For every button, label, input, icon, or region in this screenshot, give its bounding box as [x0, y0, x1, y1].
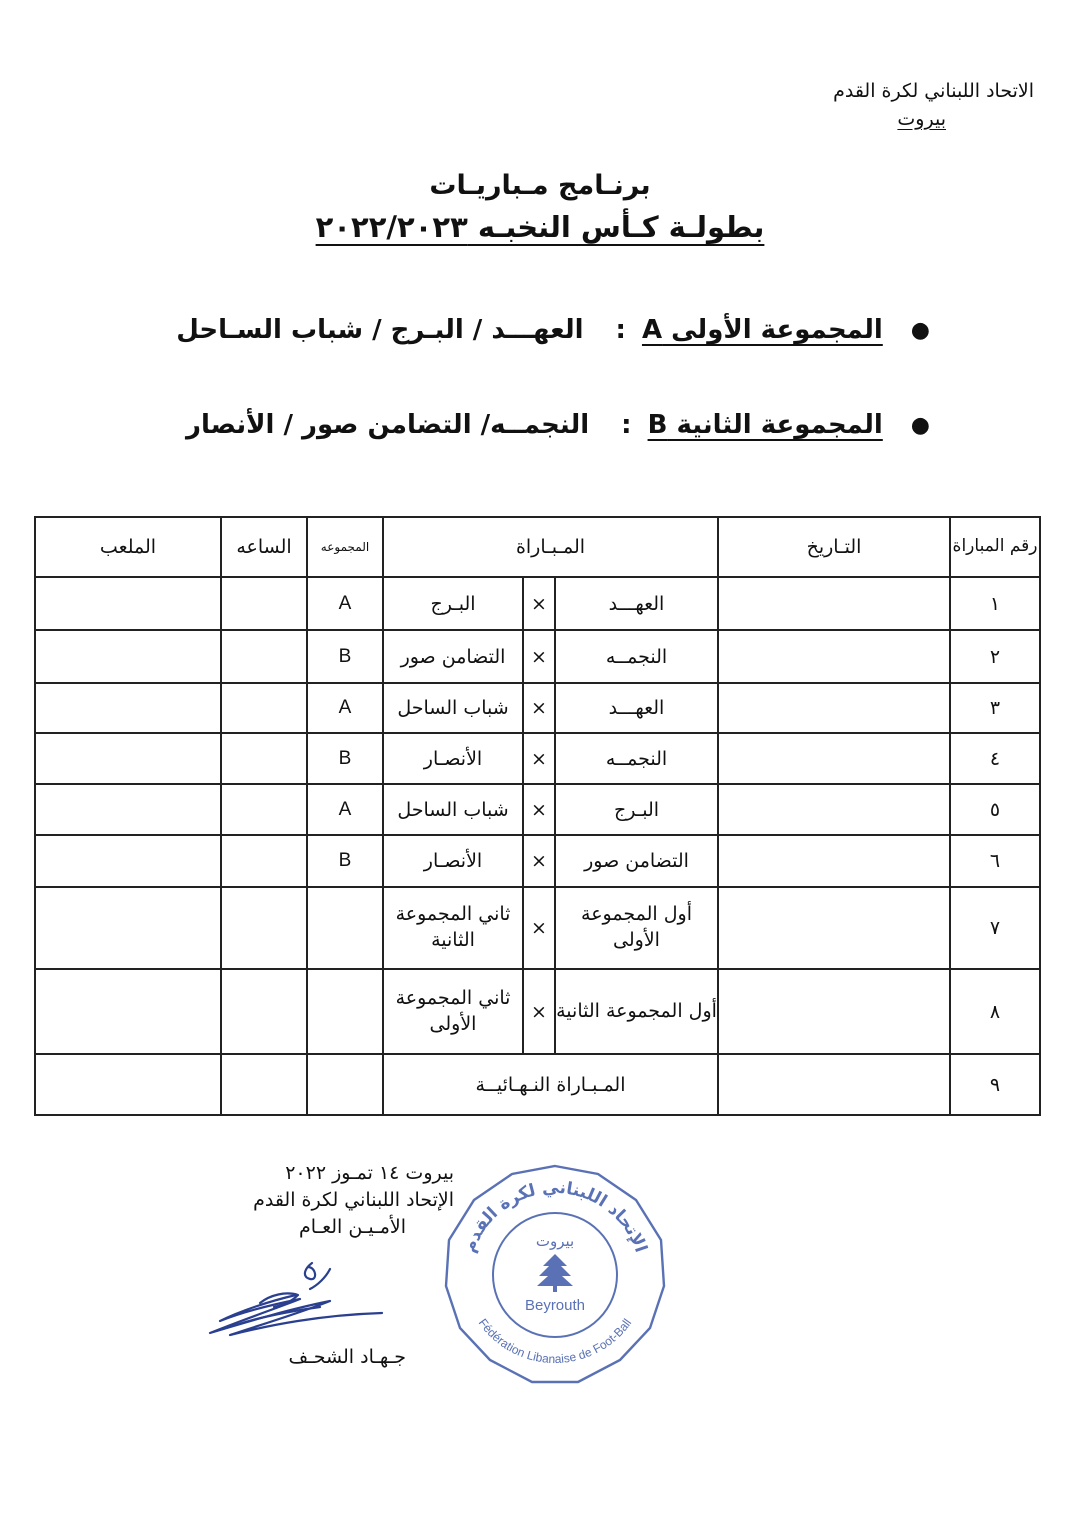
- table-row: [35, 733, 1040, 784]
- stamp-arabic-ring: الإتحاد اللبناني لكرة القدم: [459, 1177, 651, 1256]
- away-team: التضامن صور: [383, 630, 523, 683]
- away-team: الأنصـار: [383, 835, 523, 887]
- match-group: A: [307, 577, 383, 630]
- vs-mark: ×: [523, 887, 555, 969]
- table-row: [35, 969, 1040, 1054]
- match-date: [718, 835, 950, 887]
- group-a-colon: :: [615, 315, 626, 345]
- away-team: شباب الساحل: [383, 784, 523, 835]
- match-time: [221, 630, 307, 683]
- home-team: البـرج: [555, 784, 718, 835]
- group-a-line: [176, 315, 930, 345]
- match-time: [221, 969, 307, 1054]
- match-date: [718, 733, 950, 784]
- home-team: أول المجموعة الأولى: [555, 887, 718, 969]
- away-team: الأنصـار: [383, 733, 523, 784]
- match-time: [221, 577, 307, 630]
- match-number: ٣: [950, 683, 1040, 733]
- match-time: [221, 1054, 307, 1115]
- table-header-row: [35, 517, 1040, 577]
- vs-mark: ×: [523, 969, 555, 1054]
- stamp-city-ar: بيروت: [535, 1232, 575, 1250]
- table-row: [35, 683, 1040, 733]
- bullet-icon: ●: [910, 317, 930, 343]
- match-stadium: [35, 683, 221, 733]
- document-title: برنـامج مـباريـات: [429, 170, 651, 201]
- match-number: ٩: [950, 1054, 1040, 1115]
- group-b-label: المجموعة الثانية B: [647, 410, 883, 440]
- home-team: أول المجموعة الثانية: [555, 969, 718, 1054]
- group-b-line: [186, 410, 930, 440]
- match-stadium: [35, 577, 221, 630]
- home-team: التضامن صور: [555, 835, 718, 887]
- match-date: [718, 887, 950, 969]
- organization-header: [833, 78, 1034, 133]
- match-time: [221, 683, 307, 733]
- match-number: ١: [950, 577, 1040, 630]
- match-stadium: [35, 630, 221, 683]
- signoff-place-date: بيروت ١٤ تمـوز ٢٠٢٢: [285, 1162, 454, 1184]
- group-a-label: المجموعة الأولى A: [641, 315, 883, 345]
- final-row: [35, 1054, 1040, 1115]
- match-stadium: [35, 733, 221, 784]
- table-row: [35, 887, 1040, 969]
- header-time: الساعه: [221, 517, 307, 577]
- table-row: [35, 784, 1040, 835]
- svg-text:Fédération Libanaise de Foot-B: [476, 1316, 635, 1366]
- match-number: ٤: [950, 733, 1040, 784]
- match-group: B: [307, 835, 383, 887]
- final-match-label: المـبـاراة النـهـائيــة: [383, 1054, 718, 1115]
- header-stadium: الملعب: [35, 517, 221, 577]
- match-time: [221, 887, 307, 969]
- match-group: A: [307, 683, 383, 733]
- home-team: النجمــه: [555, 630, 718, 683]
- vs-mark: ×: [523, 683, 555, 733]
- away-team: البـرج: [383, 577, 523, 630]
- match-group: A: [307, 784, 383, 835]
- match-stadium: [35, 1054, 221, 1115]
- match-stadium: [35, 969, 221, 1054]
- match-date: [718, 683, 950, 733]
- match-number: ٦: [950, 835, 1040, 887]
- vs-mark: ×: [523, 784, 555, 835]
- vs-mark: ×: [523, 733, 555, 784]
- match-date: [718, 784, 950, 835]
- match-date: [718, 1054, 950, 1115]
- group-a-teams: العهـــد / البـرج / شباب السـاحل: [176, 315, 584, 345]
- stamp-french-ring: Fédération Libanaise de Foot-Ball: [475, 1315, 635, 1367]
- vs-mark: ×: [523, 577, 555, 630]
- city-name: بيروت: [897, 107, 946, 130]
- header-number: رقم المباراة: [950, 517, 1040, 577]
- match-group: [307, 1054, 383, 1115]
- signoff-organization: الإتحاد اللبناني لكرة القدم: [253, 1188, 454, 1211]
- home-team: النجمــه: [555, 733, 718, 784]
- away-team: شباب الساحل: [383, 683, 523, 733]
- signoff-block: [253, 1160, 454, 1241]
- away-team: ثاني المجموعة الأولى: [383, 969, 523, 1054]
- match-number: ٥: [950, 784, 1040, 835]
- document-subtitle-text: بطولـة كـأس النخبـه ٢٠٢٢/٢٠٢٣: [315, 210, 765, 244]
- match-number: ٨: [950, 969, 1040, 1054]
- vs-mark: ×: [523, 835, 555, 887]
- match-group: [307, 969, 383, 1054]
- group-b-colon: :: [621, 410, 632, 440]
- signer-name: جـهـاد الشحـف: [288, 1346, 406, 1368]
- schedule-table: [34, 516, 1041, 1116]
- organization-name: الاتحاد اللبناني لكرة القدم: [833, 80, 1034, 102]
- match-group: B: [307, 733, 383, 784]
- stamp-city-fr: Beyrouth: [524, 1297, 586, 1314]
- match-group: B: [307, 630, 383, 683]
- match-date: [718, 969, 950, 1054]
- away-team: ثاني المجموعة الثانية: [383, 887, 523, 969]
- federation-stamp: [440, 1160, 670, 1390]
- match-date: [718, 577, 950, 630]
- home-team: العهـــد: [555, 683, 718, 733]
- cedar-icon: [537, 1254, 573, 1292]
- header-date: التـاريخ: [718, 517, 950, 577]
- match-time: [221, 733, 307, 784]
- match-stadium: [35, 784, 221, 835]
- header-group: المجموعه: [307, 517, 383, 577]
- match-stadium: [35, 887, 221, 969]
- header-match: المـبـاراة: [383, 517, 718, 577]
- table-row: [35, 835, 1040, 887]
- table-row: [35, 577, 1040, 630]
- vs-mark: ×: [523, 630, 555, 683]
- document-subtitle: [0, 210, 1080, 244]
- match-stadium: [35, 835, 221, 887]
- bullet-icon: ●: [910, 412, 930, 438]
- match-time: [221, 835, 307, 887]
- match-number: ٧: [950, 887, 1040, 969]
- table-row: [35, 630, 1040, 683]
- home-team: العهـــد: [555, 577, 718, 630]
- signoff-role: الأمـيـن العـام: [298, 1215, 406, 1238]
- match-number: ٢: [950, 630, 1040, 683]
- match-group: [307, 887, 383, 969]
- handwritten-signature: [200, 1255, 390, 1345]
- match-date: [718, 630, 950, 683]
- group-b-teams: النجمــه/ التضامن صور / الأنصار: [186, 410, 590, 440]
- match-time: [221, 784, 307, 835]
